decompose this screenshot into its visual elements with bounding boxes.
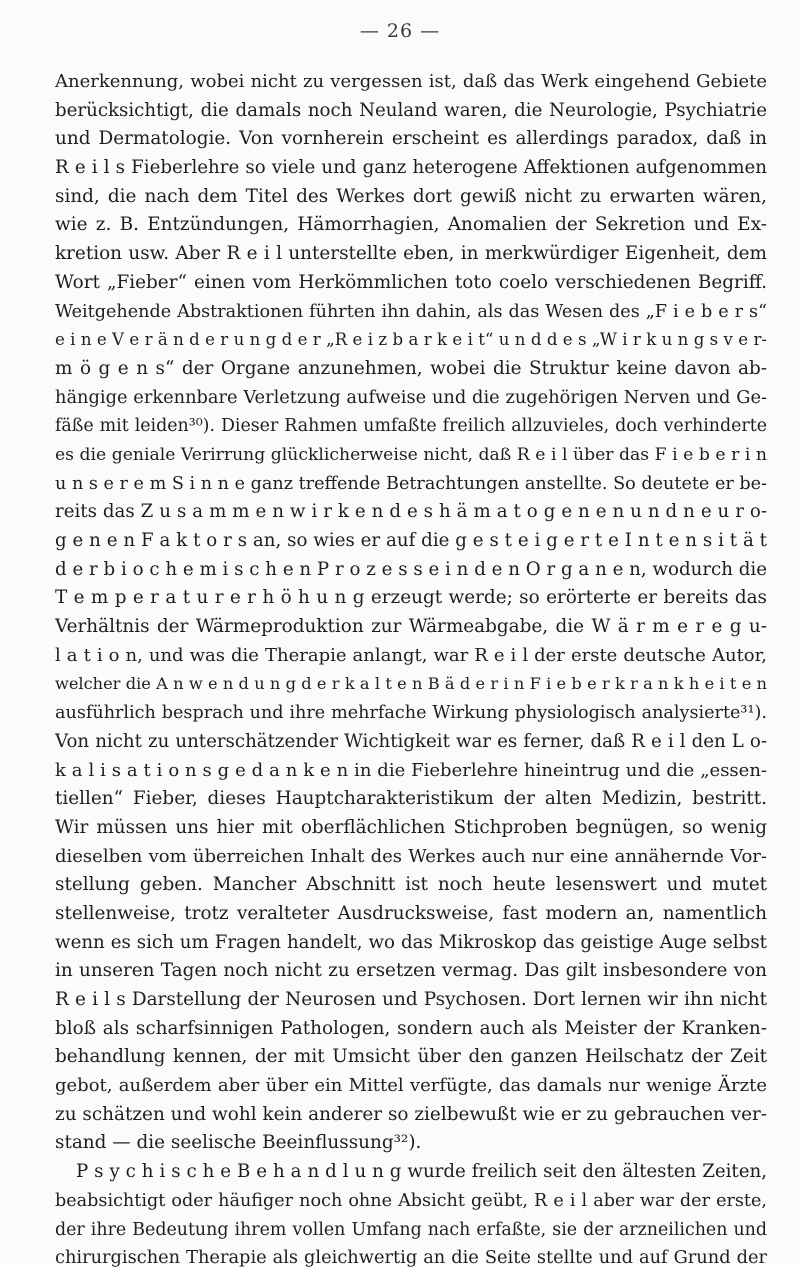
text-line: bloß als scharfsinnigen Pathologen, sondern auch als Meister der Kranken-: [55, 1017, 767, 1039]
text-line: stellenweise, trotz veralteter Ausdrucksweise, fast modern an, namentlich: [55, 902, 767, 924]
text-line: stand — die seelische Beeinflussung³²).: [55, 1132, 422, 1154]
text-line: tiellen“ Fieber, dieses Hauptcharakteristikum der alten Medizin, bestritt.: [55, 788, 767, 810]
text-line: u n s e r e m S i n n e ganz treffende Betrachtungen anstellte. So deutete er be-: [55, 473, 767, 494]
text-line: e i n e V e r ä n d e r u n g d e r „R e i z b a r k e i t“ u n d d e s „W i r k u n g s v e r-: [55, 330, 767, 350]
text-line: gebot, außerdem aber über ein Mittel verfügte, das damals nur wenige Ärzte: [55, 1075, 767, 1097]
text-line: kretion usw. Aber R e i l unterstellte eben, in merkwürdiger Eigenheit, dem: [55, 243, 767, 265]
text-line: es die geniale Verirrung glücklicherweise nicht, daß R e i l über das F i e b e r i n: [55, 444, 767, 465]
text-line: sind, die nach dem Titel des Werkes dort gewiß nicht zu erwarten wären,: [55, 185, 767, 207]
text-line: beabsichtigt oder häufiger noch ohne Absicht geübt, R e i l aber war der erste,: [55, 1190, 767, 1211]
text-line: l a t i o n, und was die Therapie anlangt, war R e i l der erste deutsche Autor,: [55, 644, 767, 666]
text-line: hängige erkennbare Verletzung aufweise und die zugehörigen Nerven und Ge-: [55, 386, 767, 408]
text-line: Wir müssen uns hier mit oberflächlichen Stichproben begnügen, so wenig: [55, 816, 767, 838]
text-line: ausführlich besprach und ihre mehrfache Wirkung physiologisch analysierte³¹).: [55, 703, 767, 724]
text-line: P s y c h i s c h e B e h a n d l u n g wurde freilich seit den ältesten Zeiten,: [76, 1161, 767, 1183]
text-line: stellung geben. Mancher Abschnitt ist noch heute lesenswert und mutet: [55, 874, 767, 896]
text-line: und Dermatologie. Von vornherein erscheint es allerdings paradox, daß in: [55, 128, 767, 150]
text-line: zu schätzen und wohl kein anderer so zielbewußt wie er zu gebrauchen ver-: [55, 1103, 767, 1125]
text-line: chirurgischen Therapie als gleichwertig an die Seite stellte und auf Grund der: [55, 1247, 767, 1269]
text-line: behandlung kennen, der mit Umsicht über den ganzen Heilschatz der Zeit: [55, 1046, 767, 1068]
text-line: berücksichtigt, die damals noch Neuland waren, die Neurologie, Psychiatrie: [55, 99, 767, 121]
text-line: Verhältnis der Wärmeproduktion zur Wärmeabgabe, die W ä r m e r e g u-: [55, 616, 767, 638]
text-line: fäße mit leiden³⁰). Dieser Rahmen umfaßte freilich allzuvieles, doch verhinderte: [55, 416, 767, 437]
text-line: d e r b i o c h e m i s c h e n P r o z e s s e i n d e n O r g a n e n, wodurch die: [55, 558, 767, 580]
text-line: reits das Z u s a m m e n w i r k e n d e s h ä m a t o g e n e n u n d n e u r o-: [55, 501, 767, 523]
text-line: m ö g e n s“ der Organe anzunehmen, wobei die Struktur keine davon ab-: [55, 357, 767, 379]
text-line: dieselben vom überreichen Inhalt des Werkes auch nur eine annähernde Vor-: [55, 845, 767, 867]
text-line: wenn es sich um Fragen handelt, wo das Mikroskop das geistige Auge selbst: [55, 931, 767, 953]
text-line: der ihre Bedeutung ihrem vollen Umfang nach erfaßte, sie der arzneilichen und: [55, 1219, 767, 1240]
text-line: Von nicht zu unterschätzender Wichtigkeit war es ferner, daß R e i l den L o-: [55, 730, 767, 752]
text-line: g e n e n F a k t o r s an, so wies er auf die g e s t e i g e r t e I n t e n s i t ä t: [55, 530, 767, 551]
text-line: Anerkennung, wobei nicht zu vergessen ist, daß das Werk eingehend Gebiete: [55, 71, 767, 92]
body-text: [55, 68, 767, 1273]
text-line: in unseren Tagen noch nicht zu ersetzen vermag. Das gilt insbesondere von: [55, 960, 767, 982]
text-line: Weitgehende Abstraktionen führten ihn dahin, als das Wesen des „F i e b e r s“: [55, 301, 767, 322]
text-line: T e m p e r a t u r e r h ö h u n g erzeugt werde; so erörterte er bereits das: [55, 587, 767, 609]
text-line: k a l i s a t i o n s g e d a n k e n in die Fieberlehre hineintrug und die „essen-: [55, 759, 767, 781]
text-line: R e i l s Darstellung der Neurosen und Psychosen. Dort lernen wir ihn nicht: [55, 989, 767, 1010]
text-line: Wort „Fieber“ einen vom Herkömmlichen toto coelo verschiedenen Begriff.: [55, 271, 767, 293]
text-line: wie z. B. Entzündungen, Hämorrhagien, Anomalien der Sekretion und Ex-: [55, 214, 767, 236]
page-number: — 26 —: [359, 20, 441, 42]
text-line: R e i l s Fieberlehre so viele und ganz heterogene Affektionen aufgenommen: [55, 157, 767, 179]
text-line: welcher die A n w e n d u n g d e r k a l t e n B ä d e r i n F i e b e r k r a n k h e i t e n: [55, 674, 767, 694]
